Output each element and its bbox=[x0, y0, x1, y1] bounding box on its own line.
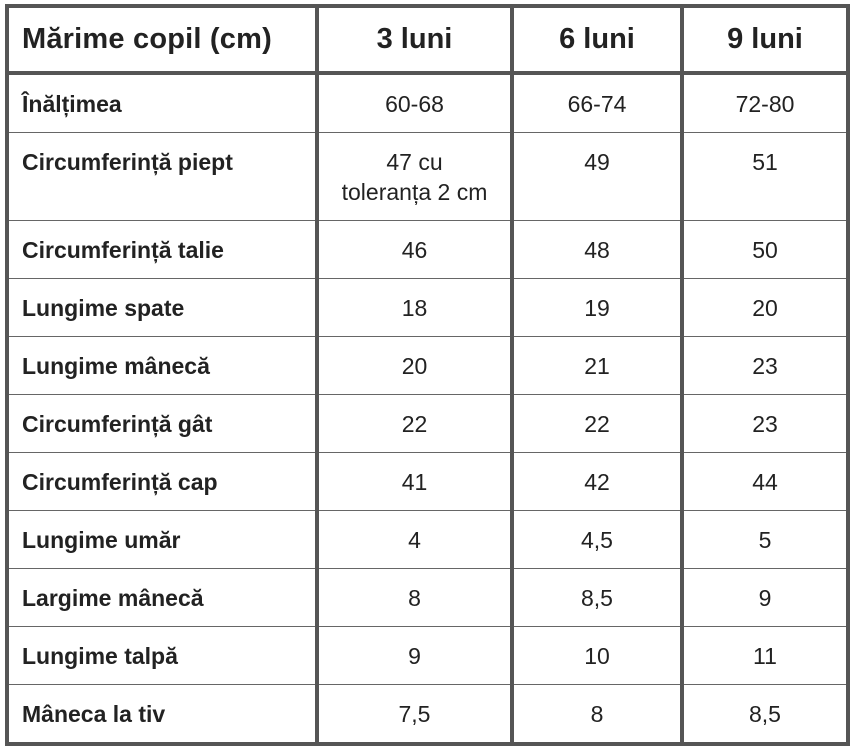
table-cell: 20 bbox=[682, 279, 848, 337]
table-cell: 18 bbox=[317, 279, 512, 337]
table-cell: 11 bbox=[682, 627, 848, 685]
table-cell: 8,5 bbox=[512, 569, 682, 627]
table-row bbox=[7, 453, 848, 511]
table-cell: 44 bbox=[682, 453, 848, 511]
size-chart-table bbox=[5, 4, 850, 746]
table-cell: 72-80 bbox=[682, 73, 848, 133]
table-row bbox=[7, 221, 848, 279]
table-cell: 8,5 bbox=[682, 685, 848, 745]
table-row bbox=[7, 395, 848, 453]
table-cell: 48 bbox=[512, 221, 682, 279]
table-cell: 7,5 bbox=[317, 685, 512, 745]
table-row bbox=[7, 73, 848, 133]
table-cell: 66-74 bbox=[512, 73, 682, 133]
row-label: Circumferință piept bbox=[7, 133, 317, 221]
row-label: Lungime mânecă bbox=[7, 337, 317, 395]
header-row bbox=[7, 6, 848, 73]
table-cell: 19 bbox=[512, 279, 682, 337]
table-cell: 22 bbox=[317, 395, 512, 453]
table-cell: 4 bbox=[317, 511, 512, 569]
header-3-months: 3 luni bbox=[317, 6, 512, 73]
table-cell: 46 bbox=[317, 221, 512, 279]
table-cell: 4,5 bbox=[512, 511, 682, 569]
row-label: Circumferință gât bbox=[7, 395, 317, 453]
table-cell: 42 bbox=[512, 453, 682, 511]
row-label: Lungime spate bbox=[7, 279, 317, 337]
table-cell: 5 bbox=[682, 511, 848, 569]
table-row bbox=[7, 511, 848, 569]
table-cell: 49 bbox=[512, 133, 682, 221]
table-cell: 47 cu toleranța 2 cm bbox=[317, 133, 512, 221]
table-cell: 50 bbox=[682, 221, 848, 279]
table-row bbox=[7, 279, 848, 337]
table-row bbox=[7, 685, 848, 745]
table-cell: 8 bbox=[512, 685, 682, 745]
header-9-months: 9 luni bbox=[682, 6, 848, 73]
table-cell: 9 bbox=[682, 569, 848, 627]
table-row bbox=[7, 627, 848, 685]
table-cell: 20 bbox=[317, 337, 512, 395]
table-row bbox=[7, 133, 848, 221]
header-6-months: 6 luni bbox=[512, 6, 682, 73]
table-cell: 22 bbox=[512, 395, 682, 453]
row-label: Circumferință talie bbox=[7, 221, 317, 279]
table-cell: 23 bbox=[682, 337, 848, 395]
row-label: Înălțimea bbox=[7, 73, 317, 133]
table-cell: 9 bbox=[317, 627, 512, 685]
table-row bbox=[7, 569, 848, 627]
table-body bbox=[7, 73, 848, 744]
row-label: Largime mânecă bbox=[7, 569, 317, 627]
table-cell: 41 bbox=[317, 453, 512, 511]
table-cell: 8 bbox=[317, 569, 512, 627]
table-row bbox=[7, 337, 848, 395]
row-label: Circumferință cap bbox=[7, 453, 317, 511]
table-cell: 60-68 bbox=[317, 73, 512, 133]
row-label: Lungime umăr bbox=[7, 511, 317, 569]
row-label: Lungime talpă bbox=[7, 627, 317, 685]
table-cell: 10 bbox=[512, 627, 682, 685]
header-size-label: Mărime copil (cm) bbox=[7, 6, 317, 73]
table-cell: 21 bbox=[512, 337, 682, 395]
row-label: Mâneca la tiv bbox=[7, 685, 317, 745]
table-cell: 51 bbox=[682, 133, 848, 221]
table-cell: 23 bbox=[682, 395, 848, 453]
